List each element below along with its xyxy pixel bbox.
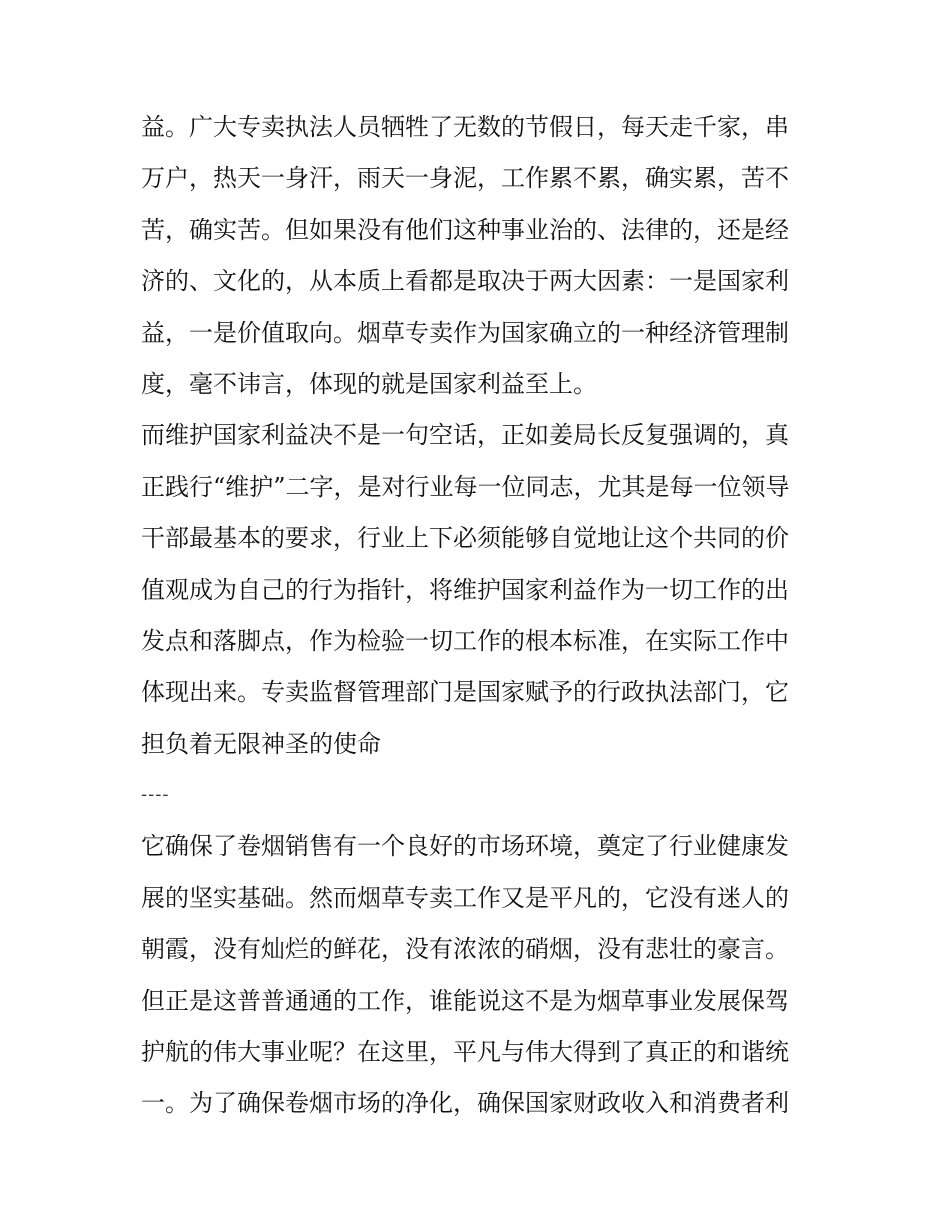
text-line: 济的、文化的，从本质上看都是取决于两大因素：一是国家利 (141, 267, 789, 296)
text-line: 它确保了卷烟销售有一个良好的市场环境，奠定了行业健康发 (141, 832, 789, 861)
document-body (141, 102, 821, 1130)
text-line: 万户，热天一身汗，雨天一身泥，工作累不累，确实累，苦不 (141, 164, 789, 193)
text-line: 益，一是价值取向。烟草专卖作为国家确立的一种经济管理制 (141, 318, 789, 347)
text-line: 体现出来。专卖监督管理部门是国家赋予的行政执法部门，它 (141, 678, 789, 707)
text-line: 朝霞，没有灿烂的鲜花，没有浓浓的硝烟，没有悲壮的豪言。 (141, 935, 789, 964)
text-line: 护航的伟大事业呢？在这里，平凡与伟大得到了真正的和谐统 (141, 1038, 789, 1067)
text-line: 度，毫不讳言，体现的就是国家利益至上。 (141, 369, 597, 398)
section-separator: ---- (141, 785, 170, 806)
text-line: 一。为了确保卷烟市场的净化，确保国家财政收入和消费者利 (141, 1089, 789, 1118)
text-line: 值观成为自己的行为指针，将维护国家利益作为一切工作的出 (141, 575, 789, 604)
text-line: 干部最基本的要求，行业上下必须能够自觉地让这个共同的价 (141, 524, 789, 553)
text-line: 展的坚实基础。然而烟草专卖工作又是平凡的，它没有迷人的 (141, 883, 789, 912)
text-line: 苦，确实苦。但如果没有他们这种事业治的、法律的，还是经 (141, 215, 789, 244)
text-line: 担负着无限神圣的使命 (141, 729, 381, 758)
text-line: 而维护国家利益决不是一句空话，正如姜局长反复强调的，真 (141, 421, 789, 450)
text-line: 但正是这普普通通的工作，谁能说这不是为烟草事业发展保驾 (141, 986, 789, 1015)
text-line: 益。广大专卖执法人员牺牲了无数的节假日，每天走千家，串 (141, 113, 789, 141)
text-line: 正践行“维护”二字，是对行业每一位同志，尤其是每一位领导 (141, 472, 790, 501)
text-line: 发点和落脚点，作为检验一切工作的根本标准，在实际工作中 (141, 626, 789, 655)
